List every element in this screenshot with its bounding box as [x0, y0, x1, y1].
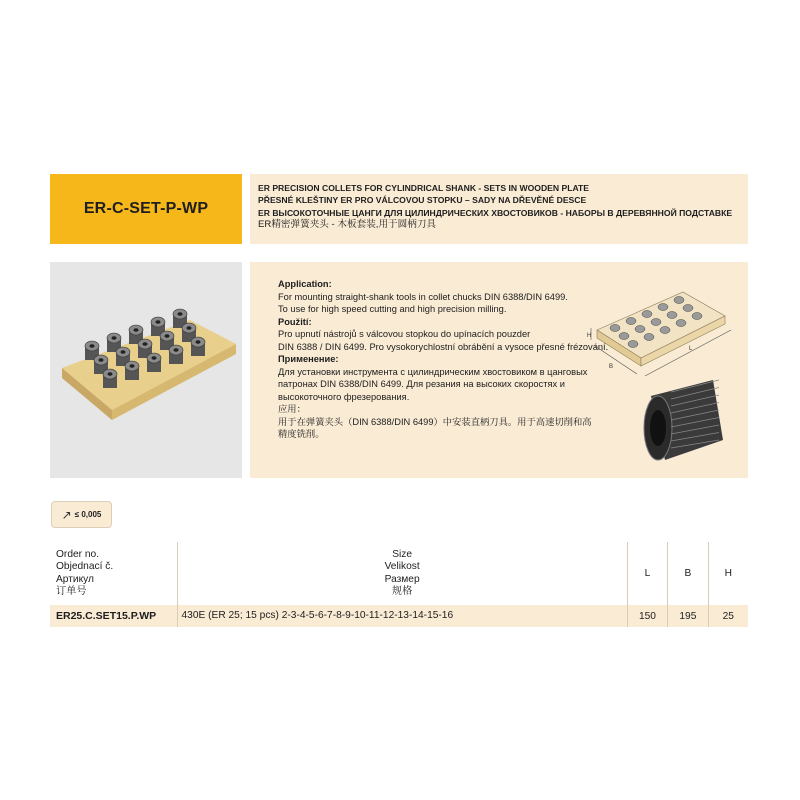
application-line: высокоточного фрезерования. [278, 391, 410, 402]
collet-set-image [50, 262, 242, 478]
header-size-en: Size [392, 548, 413, 560]
product-photo [50, 262, 242, 478]
application-line: Pro upnutí nástrojů s válcovou stopkou do upínacích pouzder [278, 329, 531, 339]
cell-b: 195 [668, 605, 708, 627]
collet-closeup-icon [644, 380, 723, 460]
application-heading-cn: 应用： [278, 404, 306, 414]
table-row [50, 605, 748, 627]
title-cn: ER精密弹簧夹头 - 木板套装,用于圆柄刀具 [258, 218, 437, 230]
application-line: 精度铣削。 [278, 429, 325, 439]
header-size-cn: 规格 [391, 585, 413, 597]
application-heading-ru: Применение: [278, 354, 339, 364]
cell-order-no: ER25.C.SET15.P.WP [50, 605, 177, 627]
accuracy-badge [51, 501, 112, 528]
cell-h: 25 [708, 605, 748, 627]
header-order-cz: Objednací č. [56, 561, 114, 573]
header-order-cn: 订单号 [56, 585, 87, 597]
title-box [250, 174, 748, 244]
title-cz: PŘESNÉ KLEŠTINY ER PRO VÁLCOVOU STOPKU – SADY NA DŘEVĚNÉ DESCE [258, 195, 587, 206]
dim-b-label: B [609, 364, 614, 370]
accuracy-value: ≤ 0,005 [74, 510, 102, 519]
product-code-box [50, 174, 242, 244]
application-text [278, 278, 623, 441]
product-code: ER-C-SET-P-WP [83, 200, 209, 217]
application-line: 用于在弹簧夹头（DIN 6388/DIN 6499）中安装直柄刀具。用于高速切削和高 [278, 416, 592, 427]
cell-size: 430E (ER 25; 15 pcs) 2-3-4-5-6-7-8-9-10-11-12-13-14-15-16 [177, 605, 627, 627]
header-size [177, 542, 627, 605]
header-size-ru: Размер [384, 573, 420, 585]
header-h: H [708, 542, 748, 605]
header-size-cz: Velikost [384, 561, 420, 573]
header-l: L [627, 542, 667, 605]
header-order-ru: Артикул [56, 573, 94, 585]
header-order-en: Order no. [56, 548, 100, 560]
application-line: To use for high speed cutting and high precision milling. [278, 304, 507, 314]
header-b: B [668, 542, 708, 605]
table-header-row [50, 542, 748, 605]
application-line: Для установки инструмента с цилиндрическим хвостовиком в цанговых [278, 366, 588, 377]
title-en: ER PRECISION COLLETS FOR CYLINDRICAL SHANK - SETS IN WOODEN PLATE [258, 183, 590, 193]
application-heading-en: Application: [278, 279, 332, 289]
dim-l-label: L [689, 346, 693, 352]
dim-h-label: H [587, 333, 592, 339]
product-table [50, 542, 748, 627]
title-ru: ER ВЫСОКОТОЧНЫЕ ЦАНГИ ДЛЯ ЦИЛИНДРИЧЕСКИХ ХВОСТОВИКОВ - НАБОРЫ В ДЕРЕВЯННОЙ ПОДСТАВКЕ [258, 207, 733, 218]
runout-arrow-icon: ↗ [61, 507, 72, 522]
application-line: патронах DIN 6388/DIN 6499. Для резания на высоких скоростях и [278, 379, 565, 389]
technical-drawing [585, 284, 735, 469]
application-line: DIN 6388 / DIN 6499. Pro vysokorychlostní obrábění a vysoce přesné frézování. [278, 341, 609, 352]
cell-l: 150 [627, 605, 667, 627]
application-line: For mounting straight-shank tools in collet chucks DIN 6388/DIN 6499. [278, 291, 568, 302]
application-heading-cz: Použití: [278, 316, 312, 327]
header-order-no [50, 542, 177, 605]
